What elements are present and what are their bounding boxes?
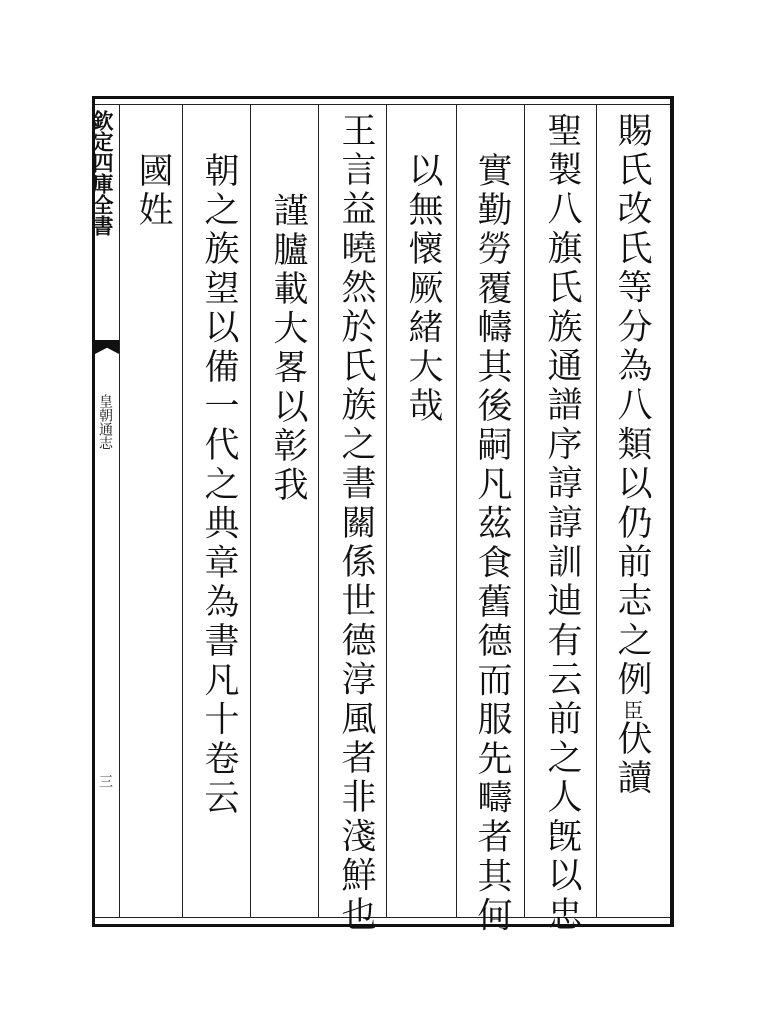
text-column-3: 實勤勞覆幬其後嗣凡茲食舊德而服先疇者其何 — [472, 152, 512, 936]
column-text: 賜氏改氏等分為八類以仍前志之例 — [612, 112, 652, 700]
text-column-1 — [612, 112, 652, 798]
column-rule — [318, 104, 319, 918]
text-column-7: 朝之族望以備一代之典章為書凡十卷云 — [199, 152, 239, 819]
column-rule — [386, 104, 387, 918]
column-tail: 伏讀 — [612, 720, 652, 799]
text-column-4: 以無懷厥緒大哉 — [403, 152, 443, 427]
column-rule — [119, 104, 120, 918]
text-column-2: 聖製八旗氏族通譜序諄諄訓迪有云前之人旣以忠 — [542, 112, 582, 936]
collection-title: 欽定四庫全書 — [90, 110, 115, 236]
book-spine — [90, 104, 119, 917]
column-rule — [524, 104, 525, 918]
frame-right-border — [670, 96, 674, 927]
text-column-8: 國姓 — [133, 152, 173, 231]
page-number: 三 — [97, 774, 113, 788]
text-column-6: 謹臚載大畧以彰我 — [268, 192, 308, 506]
column-rule — [182, 104, 183, 918]
column-rule — [596, 104, 597, 918]
fishtail-mark — [95, 340, 119, 354]
frame-top-border — [92, 96, 674, 105]
text-column-5: 王言益曉然於氏族之書關係世德淳風者非淺鮮也 — [336, 112, 376, 936]
column-note: 臣 — [620, 700, 644, 720]
frame-bottom-border — [92, 917, 674, 927]
column-rule — [456, 104, 457, 918]
book-title: 皇朝通志 — [97, 394, 113, 450]
column-rule — [250, 104, 251, 918]
